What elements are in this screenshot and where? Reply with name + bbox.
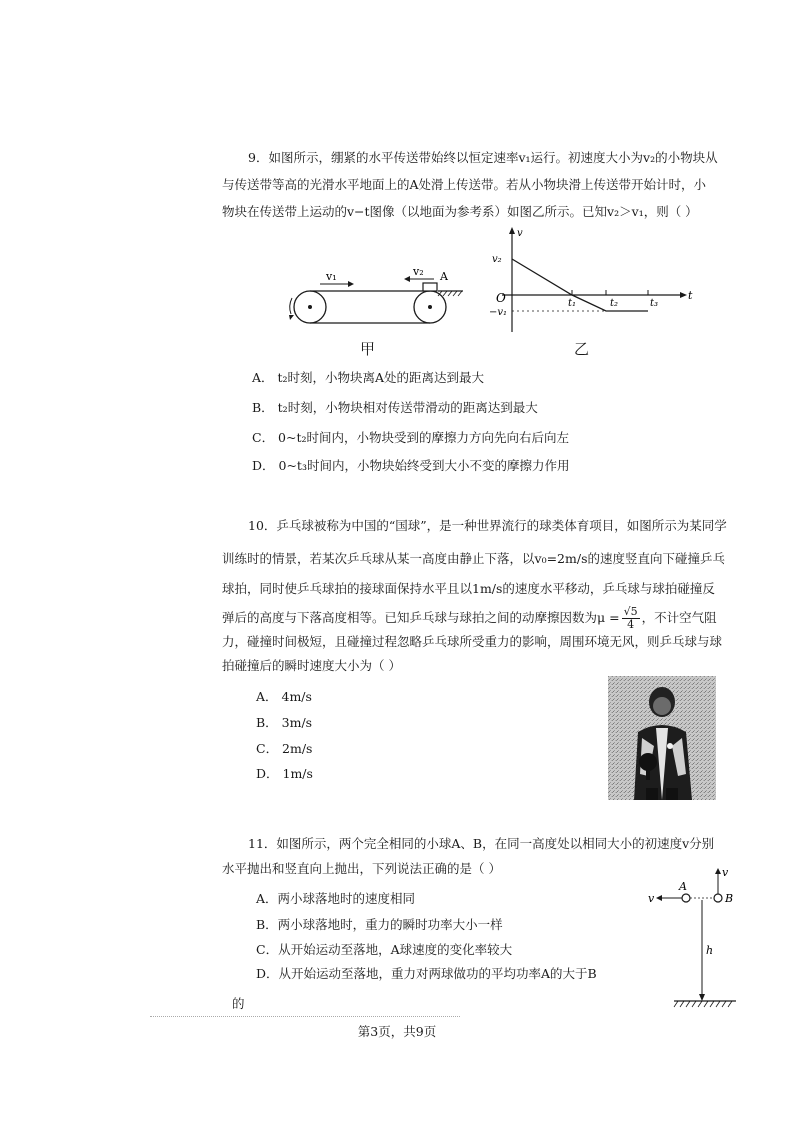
q9-yi-t2-label: t₂ bbox=[610, 298, 619, 309]
q10-mu-denominator: 4 bbox=[627, 618, 635, 631]
q9-option-b: B． t₂时刻，小物块相对传送带滑动的距离达到最大 bbox=[252, 400, 538, 415]
q9-jia-A-label: A bbox=[440, 270, 448, 283]
q9-caption-yi: 乙 bbox=[574, 340, 590, 358]
q11-v-left-label: v bbox=[648, 892, 655, 905]
q9-line-2: 与传送带等高的光滑水平地面上的A处滑上传送带。若从小物块滑上传送带开始计时，小 bbox=[222, 177, 707, 192]
q10-option-a: A． 4m/s bbox=[256, 689, 312, 704]
q11-A-label: A bbox=[679, 880, 687, 893]
q10-line-4-suffix: ，不计空气阻 bbox=[641, 610, 717, 625]
q9-line-3: 物块在传送带上运动的v−t图像（以地面为参考系）如图乙所示。已知v₂＞v₁，则（ ） bbox=[222, 204, 698, 219]
q10-line-1: 10．乒乓球被称为中国的“国球”，是一种世界流行的球类体育项目，如图所示为某同学 bbox=[248, 518, 727, 533]
q10-option-c: C． 2m/s bbox=[256, 741, 313, 756]
q9-jia-v1-label: v₁ bbox=[326, 270, 337, 283]
q11-v-up-label: v bbox=[722, 866, 729, 879]
q9-figure-jia bbox=[278, 258, 468, 338]
q11-line-1: 11．如图所示，两个完全相同的小球A、B，在同一高度处以相同大小的初速度v分别 bbox=[248, 836, 715, 851]
q9-option-d: D． 0~t₃时间内，小物块始终受到大小不变的摩擦力作用 bbox=[252, 458, 570, 473]
q9-yi-origin-label: O bbox=[496, 291, 506, 305]
q11-figure bbox=[646, 858, 746, 1012]
q10-mu-numerator: √5 bbox=[623, 604, 638, 618]
scan-artifact-dots bbox=[150, 1016, 460, 1017]
page-footer: 第3页，共9页 bbox=[357, 1024, 437, 1039]
q9-figure-yi bbox=[488, 224, 698, 336]
q9-yi-t1-label: t₁ bbox=[568, 298, 577, 309]
q10-line-2: 训练时的情景，若某次乒乓球从某一高度由静止下落，以v₀=2m/s的速度竖直向下碰撞乒乓 bbox=[222, 551, 725, 566]
q11-B-label: B bbox=[725, 892, 734, 905]
q10-line-4 bbox=[222, 604, 717, 632]
q11-option-c: C．从开始运动至落地，A球速度的变化率较大 bbox=[256, 942, 513, 957]
q10-photo bbox=[608, 676, 716, 800]
q9-caption-jia: 甲 bbox=[360, 340, 376, 358]
q11-tail: 的 bbox=[232, 996, 245, 1011]
q9-yi-t3-label: t₃ bbox=[650, 298, 659, 309]
q10-option-d: D． 1m/s bbox=[256, 766, 313, 781]
q9-option-c: C． 0~t₂时间内，小物块受到的摩擦力方向先向右后向左 bbox=[252, 430, 569, 445]
q10-option-b: B． 3m/s bbox=[256, 715, 313, 730]
q11-line-2: 水平抛出和竖直向上抛出，下列说法正确的是（ ） bbox=[222, 861, 501, 876]
q9-line-1: 9．如图所示，绷紧的水平传送带始终以恒定速率v₁运行。初速度大小为v₂的小物块从 bbox=[248, 150, 718, 165]
q9-yi-v-label: v bbox=[517, 228, 523, 239]
q11-option-b: B．两小球落地时，重力的瞬时功率大小一样 bbox=[256, 917, 503, 932]
q9-yi-v2-label: v₂ bbox=[492, 254, 502, 265]
q10-line-3: 球拍，同时使乒乓球拍的接球面保持水平且以1m/s的速度水平移动，乒乓球与球拍碰撞反 bbox=[222, 581, 715, 596]
q9-jia-v2-label: v₂ bbox=[413, 265, 424, 278]
q11-h-label: h bbox=[706, 944, 714, 957]
q9-yi-t-label: t bbox=[688, 289, 693, 302]
q10-line-4-prefix: 弹后的高度与下落高度相等。已知乒乓球与球拍之间的动摩擦因数为μ = bbox=[222, 610, 620, 625]
q10-mu-fraction bbox=[622, 606, 640, 631]
q11-option-a: A．两小球落地时的速度相同 bbox=[256, 891, 416, 906]
q9-yi-neg-v1-label: −v₁ bbox=[489, 307, 508, 318]
q9-option-a: A． t₂时刻，小物块离A处的距离达到最大 bbox=[252, 370, 485, 385]
q10-line-5: 力，碰撞时间极短，且碰撞过程忽略乒乓球所受重力的影响，周围环境无风，则乒乓球与球 bbox=[222, 634, 723, 649]
q10-line-6: 拍碰撞后的瞬时速度大小为（ ） bbox=[222, 658, 401, 673]
q11-option-d: D．从开始运动至落地，重力对两球做功的平均功率A的大于B bbox=[256, 966, 597, 981]
